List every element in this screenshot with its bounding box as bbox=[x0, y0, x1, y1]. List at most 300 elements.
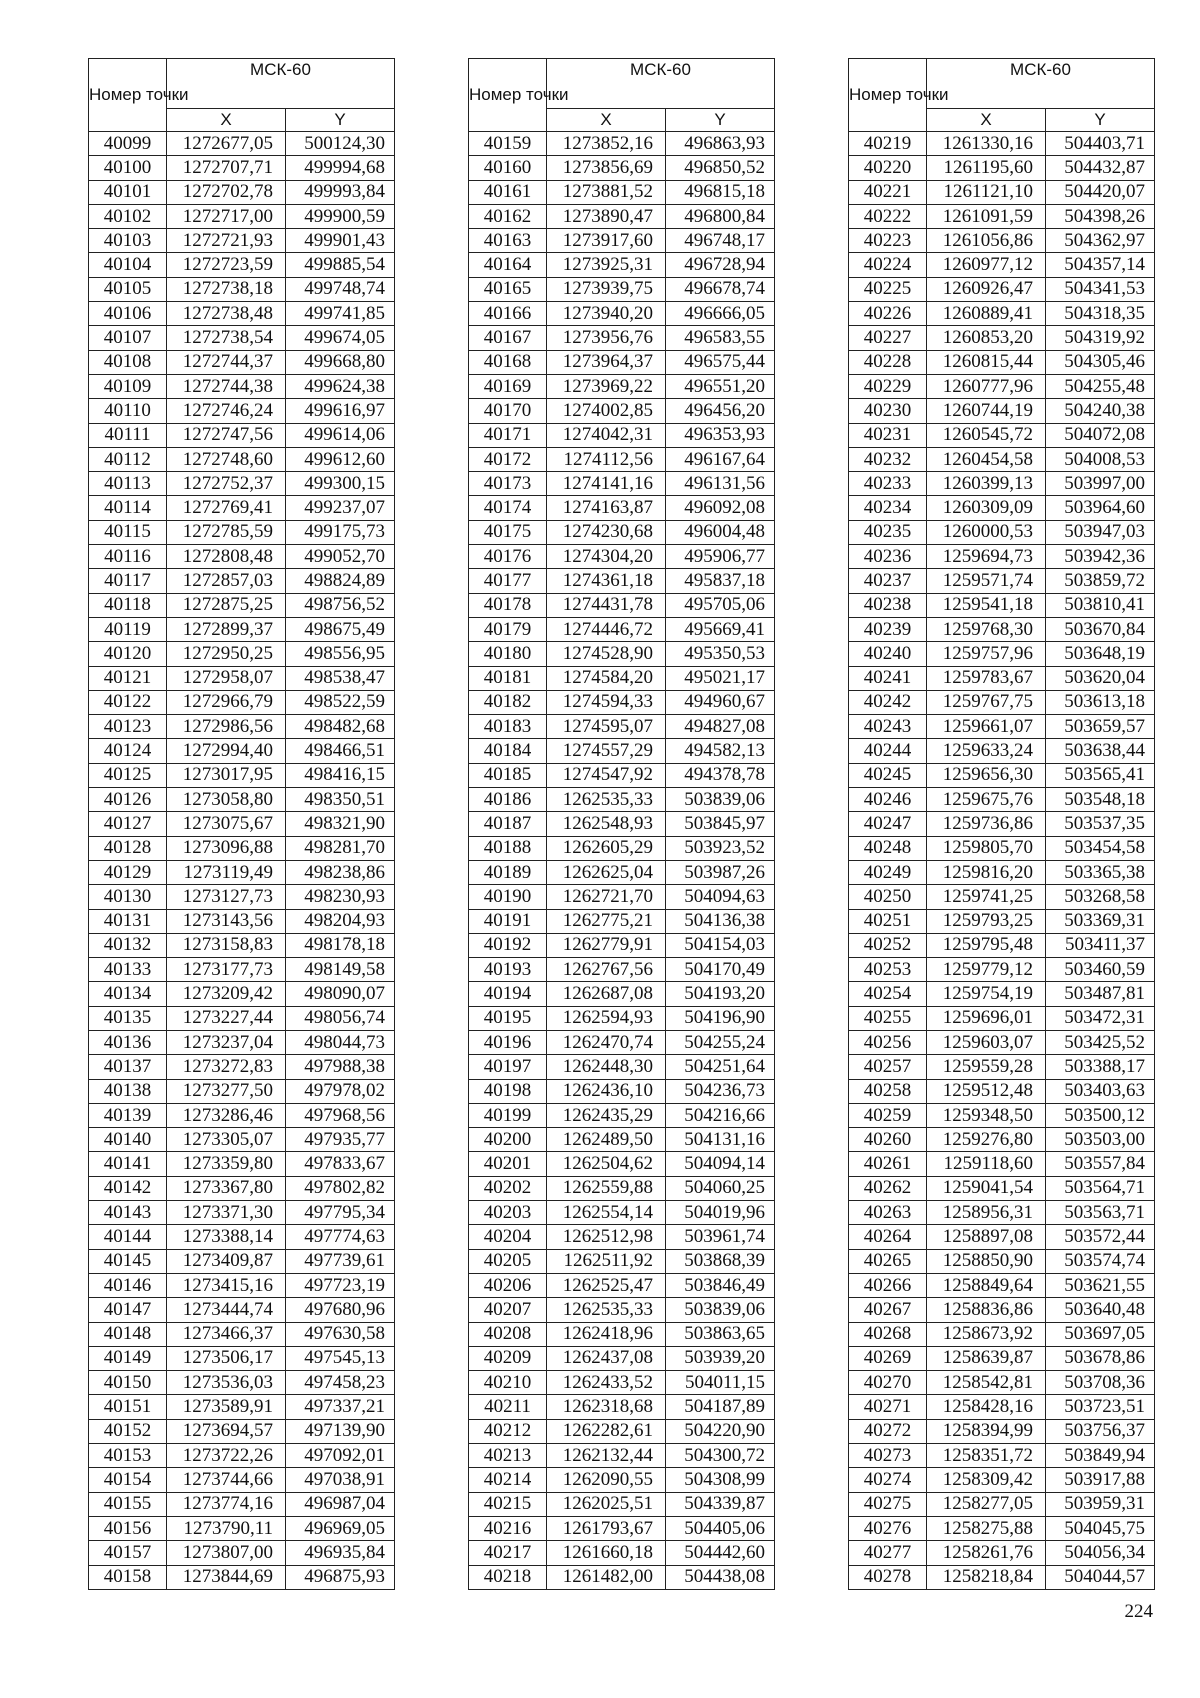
x-coordinate-cell: 1273536,03 bbox=[167, 1371, 286, 1395]
table-row bbox=[849, 933, 1155, 957]
y-coordinate-cell: 504220,90 bbox=[666, 1419, 775, 1443]
y-coordinate-cell: 504196,90 bbox=[666, 1006, 775, 1030]
point-number-cell: 40251 bbox=[849, 909, 927, 933]
y-coordinate-cell: 503613,18 bbox=[1046, 690, 1155, 714]
point-number-cell: 40161 bbox=[469, 180, 547, 204]
y-coordinate-cell: 503648,19 bbox=[1046, 642, 1155, 666]
x-coordinate-cell: 1261195,60 bbox=[927, 156, 1046, 180]
x-coordinate-cell: 1262779,91 bbox=[547, 933, 666, 957]
table-row bbox=[849, 982, 1155, 1006]
y-coordinate-cell: 503365,38 bbox=[1046, 860, 1155, 884]
x-coordinate-cell: 1273017,95 bbox=[167, 763, 286, 787]
y-coordinate-cell: 497978,02 bbox=[286, 1079, 395, 1103]
x-coordinate-cell: 1260000,53 bbox=[927, 520, 1046, 544]
table-row bbox=[89, 1006, 395, 1030]
x-coordinate-cell: 1259805,70 bbox=[927, 836, 1046, 860]
table-row bbox=[89, 1395, 395, 1419]
table-row bbox=[469, 1201, 775, 1225]
y-coordinate-cell: 504236,73 bbox=[666, 1079, 775, 1103]
table-row bbox=[849, 1516, 1155, 1540]
table-row bbox=[849, 909, 1155, 933]
table-row bbox=[89, 1419, 395, 1443]
y-coordinate-cell: 499668,80 bbox=[286, 350, 395, 374]
table-row bbox=[89, 1346, 395, 1370]
y-coordinate-cell: 496575,44 bbox=[666, 350, 775, 374]
table-row bbox=[469, 1468, 775, 1492]
x-coordinate-cell: 1261793,67 bbox=[547, 1516, 666, 1540]
point-number-cell: 40151 bbox=[89, 1395, 167, 1419]
x-coordinate-cell: 1273286,46 bbox=[167, 1103, 286, 1127]
table-row bbox=[849, 1006, 1155, 1030]
y-coordinate-cell: 503638,44 bbox=[1046, 739, 1155, 763]
y-coordinate-cell: 503574,74 bbox=[1046, 1249, 1155, 1273]
x-coordinate-cell: 1272747,56 bbox=[167, 423, 286, 447]
x-coordinate-cell: 1258542,81 bbox=[927, 1371, 1046, 1395]
point-number-cell: 40216 bbox=[469, 1516, 547, 1540]
table-row bbox=[89, 1565, 395, 1589]
x-coordinate-cell: 1262605,29 bbox=[547, 836, 666, 860]
table-row bbox=[89, 788, 395, 812]
table-row bbox=[469, 860, 775, 884]
table-row bbox=[89, 909, 395, 933]
y-coordinate-cell: 503939,20 bbox=[666, 1346, 775, 1370]
table-row bbox=[469, 569, 775, 593]
x-coordinate-cell: 1274557,29 bbox=[547, 739, 666, 763]
table-row bbox=[469, 1444, 775, 1468]
x-coordinate-cell: 1259041,54 bbox=[927, 1176, 1046, 1200]
point-number-cell: 40221 bbox=[849, 180, 927, 204]
y-coordinate-cell: 496875,93 bbox=[286, 1565, 395, 1589]
point-number-cell: 40183 bbox=[469, 715, 547, 739]
point-number-cell: 40185 bbox=[469, 763, 547, 787]
point-number-cell: 40277 bbox=[849, 1541, 927, 1565]
y-coordinate-cell: 503572,44 bbox=[1046, 1225, 1155, 1249]
y-coordinate-cell: 498416,15 bbox=[286, 763, 395, 787]
x-coordinate-cell: 1272958,07 bbox=[167, 666, 286, 690]
x-coordinate-cell: 1272899,37 bbox=[167, 617, 286, 641]
y-coordinate-cell: 504438,08 bbox=[666, 1565, 775, 1589]
y-coordinate-cell: 504442,60 bbox=[666, 1541, 775, 1565]
header-coord-system: МСК-60 bbox=[167, 59, 395, 109]
x-coordinate-cell: 1274594,33 bbox=[547, 690, 666, 714]
x-coordinate-cell: 1258277,05 bbox=[927, 1492, 1046, 1516]
y-coordinate-cell: 504398,26 bbox=[1046, 204, 1155, 228]
y-coordinate-cell: 503487,81 bbox=[1046, 982, 1155, 1006]
y-coordinate-cell: 498556,95 bbox=[286, 642, 395, 666]
point-number-cell: 40146 bbox=[89, 1273, 167, 1297]
table-row bbox=[89, 204, 395, 228]
x-coordinate-cell: 1273694,57 bbox=[167, 1419, 286, 1443]
table-row bbox=[89, 1152, 395, 1176]
x-coordinate-cell: 1261482,00 bbox=[547, 1565, 666, 1589]
point-number-cell: 40167 bbox=[469, 326, 547, 350]
x-coordinate-cell: 1272707,71 bbox=[167, 156, 286, 180]
x-coordinate-cell: 1273158,83 bbox=[167, 933, 286, 957]
y-coordinate-cell: 504255,24 bbox=[666, 1030, 775, 1054]
x-coordinate-cell: 1272723,59 bbox=[167, 253, 286, 277]
y-coordinate-cell: 498350,51 bbox=[286, 788, 395, 812]
table-row bbox=[89, 1103, 395, 1127]
table-row bbox=[849, 132, 1155, 156]
y-coordinate-cell: 497545,13 bbox=[286, 1346, 395, 1370]
point-number-cell: 40179 bbox=[469, 617, 547, 641]
y-coordinate-cell: 503537,35 bbox=[1046, 812, 1155, 836]
table-row bbox=[89, 447, 395, 471]
table-row bbox=[89, 1055, 395, 1079]
x-coordinate-cell: 1273969,22 bbox=[547, 374, 666, 398]
point-number-cell: 40188 bbox=[469, 836, 547, 860]
y-coordinate-cell: 503917,88 bbox=[1046, 1468, 1155, 1492]
y-coordinate-cell: 498824,89 bbox=[286, 569, 395, 593]
table-row bbox=[89, 1541, 395, 1565]
point-number-cell: 40168 bbox=[469, 350, 547, 374]
coordinates-table-2 bbox=[468, 58, 775, 1590]
point-number-cell: 40130 bbox=[89, 885, 167, 909]
x-coordinate-cell: 1259757,96 bbox=[927, 642, 1046, 666]
x-coordinate-cell: 1272702,78 bbox=[167, 180, 286, 204]
y-coordinate-cell: 497038,91 bbox=[286, 1468, 395, 1492]
table-row bbox=[469, 1176, 775, 1200]
table-row bbox=[469, 958, 775, 982]
x-coordinate-cell: 1259779,12 bbox=[927, 958, 1046, 982]
x-coordinate-cell: 1273227,44 bbox=[167, 1006, 286, 1030]
point-number-cell: 40266 bbox=[849, 1273, 927, 1297]
point-number-cell: 40200 bbox=[469, 1128, 547, 1152]
y-coordinate-cell: 495705,06 bbox=[666, 593, 775, 617]
table-row bbox=[849, 1395, 1155, 1419]
y-coordinate-cell: 499614,06 bbox=[286, 423, 395, 447]
x-coordinate-cell: 1259696,01 bbox=[927, 1006, 1046, 1030]
point-number-cell: 40111 bbox=[89, 423, 167, 447]
x-coordinate-cell: 1272752,37 bbox=[167, 472, 286, 496]
y-coordinate-cell: 498230,93 bbox=[286, 885, 395, 909]
table-row bbox=[469, 1346, 775, 1370]
table-row bbox=[849, 1030, 1155, 1054]
y-coordinate-cell: 504131,16 bbox=[666, 1128, 775, 1152]
x-coordinate-cell: 1273881,52 bbox=[547, 180, 666, 204]
table-row bbox=[849, 204, 1155, 228]
point-number-cell: 40101 bbox=[89, 180, 167, 204]
point-number-cell: 40250 bbox=[849, 885, 927, 909]
table-row bbox=[849, 690, 1155, 714]
y-coordinate-cell: 496583,55 bbox=[666, 326, 775, 350]
y-coordinate-cell: 498756,52 bbox=[286, 593, 395, 617]
table-row bbox=[89, 690, 395, 714]
table-row bbox=[89, 1516, 395, 1540]
y-coordinate-cell: 497833,67 bbox=[286, 1152, 395, 1176]
point-number-cell: 40265 bbox=[849, 1249, 927, 1273]
point-number-cell: 40212 bbox=[469, 1419, 547, 1443]
point-number-cell: 40191 bbox=[469, 909, 547, 933]
point-number-cell: 40125 bbox=[89, 763, 167, 787]
table-row bbox=[469, 763, 775, 787]
y-coordinate-cell: 504420,07 bbox=[1046, 180, 1155, 204]
point-number-cell: 40180 bbox=[469, 642, 547, 666]
y-coordinate-cell: 495906,77 bbox=[666, 545, 775, 569]
table-row bbox=[469, 1273, 775, 1297]
y-coordinate-cell: 499624,38 bbox=[286, 374, 395, 398]
y-coordinate-cell: 504319,92 bbox=[1046, 326, 1155, 350]
point-number-cell: 40255 bbox=[849, 1006, 927, 1030]
point-number-cell: 40258 bbox=[849, 1079, 927, 1103]
x-coordinate-cell: 1258956,31 bbox=[927, 1201, 1046, 1225]
x-coordinate-cell: 1260926,47 bbox=[927, 277, 1046, 301]
y-coordinate-cell: 504154,03 bbox=[666, 933, 775, 957]
table-row bbox=[469, 1249, 775, 1273]
y-coordinate-cell: 495837,18 bbox=[666, 569, 775, 593]
point-number-cell: 40207 bbox=[469, 1298, 547, 1322]
x-coordinate-cell: 1273744,66 bbox=[167, 1468, 286, 1492]
page-number: 224 bbox=[1124, 1601, 1153, 1622]
table-row bbox=[849, 860, 1155, 884]
point-number-cell: 40213 bbox=[469, 1444, 547, 1468]
x-coordinate-cell: 1259816,20 bbox=[927, 860, 1046, 884]
x-coordinate-cell: 1260454,58 bbox=[927, 447, 1046, 471]
point-number-cell: 40236 bbox=[849, 545, 927, 569]
point-number-cell: 40106 bbox=[89, 302, 167, 326]
x-coordinate-cell: 1274446,72 bbox=[547, 617, 666, 641]
x-coordinate-cell: 1259541,18 bbox=[927, 593, 1046, 617]
y-coordinate-cell: 494582,13 bbox=[666, 739, 775, 763]
y-coordinate-cell: 496004,48 bbox=[666, 520, 775, 544]
point-number-cell: 40272 bbox=[849, 1419, 927, 1443]
point-number-cell: 40122 bbox=[89, 690, 167, 714]
x-coordinate-cell: 1272986,56 bbox=[167, 715, 286, 739]
table-row bbox=[89, 253, 395, 277]
x-coordinate-cell: 1272857,03 bbox=[167, 569, 286, 593]
table-row bbox=[469, 1541, 775, 1565]
point-number-cell: 40275 bbox=[849, 1492, 927, 1516]
point-number-cell: 40138 bbox=[89, 1079, 167, 1103]
table-row bbox=[89, 860, 395, 884]
x-coordinate-cell: 1259656,30 bbox=[927, 763, 1046, 787]
x-coordinate-cell: 1262504,62 bbox=[547, 1152, 666, 1176]
x-coordinate-cell: 1272738,48 bbox=[167, 302, 286, 326]
y-coordinate-cell: 495350,53 bbox=[666, 642, 775, 666]
point-number-cell: 40214 bbox=[469, 1468, 547, 1492]
x-coordinate-cell: 1273359,80 bbox=[167, 1152, 286, 1176]
x-coordinate-cell: 1260545,72 bbox=[927, 423, 1046, 447]
point-number-cell: 40193 bbox=[469, 958, 547, 982]
y-coordinate-cell: 503557,84 bbox=[1046, 1152, 1155, 1176]
y-coordinate-cell: 496748,17 bbox=[666, 229, 775, 253]
table-row bbox=[89, 958, 395, 982]
y-coordinate-cell: 504045,75 bbox=[1046, 1516, 1155, 1540]
x-coordinate-cell: 1273956,76 bbox=[547, 326, 666, 350]
point-number-cell: 40118 bbox=[89, 593, 167, 617]
x-coordinate-cell: 1258218,84 bbox=[927, 1565, 1046, 1589]
table-row bbox=[469, 520, 775, 544]
y-coordinate-cell: 504432,87 bbox=[1046, 156, 1155, 180]
y-coordinate-cell: 497968,56 bbox=[286, 1103, 395, 1127]
point-number-cell: 40205 bbox=[469, 1249, 547, 1273]
x-coordinate-cell: 1273852,16 bbox=[547, 132, 666, 156]
table-row bbox=[849, 885, 1155, 909]
point-number-cell: 40225 bbox=[849, 277, 927, 301]
point-number-cell: 40274 bbox=[849, 1468, 927, 1492]
point-number-cell: 40158 bbox=[89, 1565, 167, 1589]
table-row bbox=[469, 982, 775, 1006]
y-coordinate-cell: 503961,74 bbox=[666, 1225, 775, 1249]
x-coordinate-cell: 1273964,37 bbox=[547, 350, 666, 374]
header-point-number: Номер точки bbox=[849, 59, 927, 132]
x-coordinate-cell: 1262318,68 bbox=[547, 1395, 666, 1419]
y-coordinate-cell: 504193,20 bbox=[666, 982, 775, 1006]
table-row bbox=[89, 1444, 395, 1468]
x-coordinate-cell: 1259675,76 bbox=[927, 788, 1046, 812]
point-number-cell: 40197 bbox=[469, 1055, 547, 1079]
point-number-cell: 40139 bbox=[89, 1103, 167, 1127]
point-number-cell: 40153 bbox=[89, 1444, 167, 1468]
table-row bbox=[849, 229, 1155, 253]
point-number-cell: 40166 bbox=[469, 302, 547, 326]
y-coordinate-cell: 498238,86 bbox=[286, 860, 395, 884]
point-number-cell: 40149 bbox=[89, 1346, 167, 1370]
x-coordinate-cell: 1272769,41 bbox=[167, 496, 286, 520]
x-coordinate-cell: 1274547,92 bbox=[547, 763, 666, 787]
point-number-cell: 40259 bbox=[849, 1103, 927, 1127]
table-row bbox=[469, 1103, 775, 1127]
x-coordinate-cell: 1262489,50 bbox=[547, 1128, 666, 1152]
table-row bbox=[469, 545, 775, 569]
table-row bbox=[89, 1322, 395, 1346]
y-coordinate-cell: 499612,60 bbox=[286, 447, 395, 471]
point-number-cell: 40127 bbox=[89, 812, 167, 836]
x-coordinate-cell: 1262433,52 bbox=[547, 1371, 666, 1395]
y-coordinate-cell: 498482,68 bbox=[286, 715, 395, 739]
y-coordinate-cell: 503621,55 bbox=[1046, 1273, 1155, 1297]
x-coordinate-cell: 1260399,13 bbox=[927, 472, 1046, 496]
table-row bbox=[849, 1444, 1155, 1468]
x-coordinate-cell: 1259768,30 bbox=[927, 617, 1046, 641]
point-number-cell: 40276 bbox=[849, 1516, 927, 1540]
point-number-cell: 40136 bbox=[89, 1030, 167, 1054]
point-number-cell: 40112 bbox=[89, 447, 167, 471]
y-coordinate-cell: 504339,87 bbox=[666, 1492, 775, 1516]
x-coordinate-cell: 1261121,10 bbox=[927, 180, 1046, 204]
table-row bbox=[469, 1492, 775, 1516]
point-number-cell: 40177 bbox=[469, 569, 547, 593]
coordinates-table-1 bbox=[88, 58, 395, 1590]
point-number-cell: 40257 bbox=[849, 1055, 927, 1079]
x-coordinate-cell: 1272994,40 bbox=[167, 739, 286, 763]
x-coordinate-cell: 1273444,74 bbox=[167, 1298, 286, 1322]
table-row bbox=[469, 909, 775, 933]
y-coordinate-cell: 504251,64 bbox=[666, 1055, 775, 1079]
header-y: Y bbox=[286, 109, 395, 132]
x-coordinate-cell: 1274584,20 bbox=[547, 666, 666, 690]
table-row bbox=[469, 1419, 775, 1443]
table-row bbox=[89, 156, 395, 180]
x-coordinate-cell: 1262687,08 bbox=[547, 982, 666, 1006]
table-row bbox=[849, 1249, 1155, 1273]
x-coordinate-cell: 1258639,87 bbox=[927, 1346, 1046, 1370]
point-number-cell: 40133 bbox=[89, 958, 167, 982]
point-number-cell: 40190 bbox=[469, 885, 547, 909]
table-row bbox=[849, 715, 1155, 739]
y-coordinate-cell: 494827,08 bbox=[666, 715, 775, 739]
y-coordinate-cell: 503846,49 bbox=[666, 1273, 775, 1297]
table-row bbox=[469, 1565, 775, 1589]
table-row bbox=[469, 423, 775, 447]
x-coordinate-cell: 1272677,05 bbox=[167, 132, 286, 156]
point-number-cell: 40126 bbox=[89, 788, 167, 812]
point-number-cell: 40232 bbox=[849, 447, 927, 471]
x-coordinate-cell: 1272746,24 bbox=[167, 399, 286, 423]
point-number-cell: 40157 bbox=[89, 1541, 167, 1565]
y-coordinate-cell: 499300,15 bbox=[286, 472, 395, 496]
point-number-cell: 40104 bbox=[89, 253, 167, 277]
y-coordinate-cell: 499052,70 bbox=[286, 545, 395, 569]
x-coordinate-cell: 1273058,80 bbox=[167, 788, 286, 812]
y-coordinate-cell: 504060,25 bbox=[666, 1176, 775, 1200]
point-number-cell: 40182 bbox=[469, 690, 547, 714]
point-number-cell: 40201 bbox=[469, 1152, 547, 1176]
x-coordinate-cell: 1273096,88 bbox=[167, 836, 286, 860]
x-coordinate-cell: 1274431,78 bbox=[547, 593, 666, 617]
table-row bbox=[849, 1371, 1155, 1395]
table-row bbox=[89, 1249, 395, 1273]
table-row bbox=[849, 399, 1155, 423]
x-coordinate-cell: 1260309,09 bbox=[927, 496, 1046, 520]
table-row bbox=[849, 617, 1155, 641]
x-coordinate-cell: 1272717,00 bbox=[167, 204, 286, 228]
x-coordinate-cell: 1273127,73 bbox=[167, 885, 286, 909]
point-number-cell: 40178 bbox=[469, 593, 547, 617]
x-coordinate-cell: 1273722,26 bbox=[167, 1444, 286, 1468]
y-coordinate-cell: 499748,74 bbox=[286, 277, 395, 301]
point-number-cell: 40135 bbox=[89, 1006, 167, 1030]
y-coordinate-cell: 497630,58 bbox=[286, 1322, 395, 1346]
y-coordinate-cell: 499885,54 bbox=[286, 253, 395, 277]
table-row bbox=[849, 1176, 1155, 1200]
table-row bbox=[469, 204, 775, 228]
header-x: X bbox=[547, 109, 666, 132]
y-coordinate-cell: 496666,05 bbox=[666, 302, 775, 326]
point-number-cell: 40244 bbox=[849, 739, 927, 763]
point-number-cell: 40254 bbox=[849, 982, 927, 1006]
point-number-cell: 40184 bbox=[469, 739, 547, 763]
x-coordinate-cell: 1262559,88 bbox=[547, 1176, 666, 1200]
y-coordinate-cell: 496167,64 bbox=[666, 447, 775, 471]
y-coordinate-cell: 496551,20 bbox=[666, 374, 775, 398]
header-y: Y bbox=[1046, 109, 1155, 132]
x-coordinate-cell: 1262090,55 bbox=[547, 1468, 666, 1492]
header-x: X bbox=[927, 109, 1046, 132]
x-coordinate-cell: 1260889,41 bbox=[927, 302, 1046, 326]
x-coordinate-cell: 1273415,16 bbox=[167, 1273, 286, 1297]
point-number-cell: 40170 bbox=[469, 399, 547, 423]
x-coordinate-cell: 1258261,76 bbox=[927, 1541, 1046, 1565]
x-coordinate-cell: 1258673,92 bbox=[927, 1322, 1046, 1346]
point-number-cell: 40195 bbox=[469, 1006, 547, 1030]
table-row bbox=[89, 593, 395, 617]
table-row bbox=[849, 156, 1155, 180]
table-row bbox=[849, 812, 1155, 836]
table-row bbox=[469, 690, 775, 714]
y-coordinate-cell: 496456,20 bbox=[666, 399, 775, 423]
x-coordinate-cell: 1259348,50 bbox=[927, 1103, 1046, 1127]
table-row bbox=[469, 496, 775, 520]
table-row bbox=[89, 812, 395, 836]
point-number-cell: 40186 bbox=[469, 788, 547, 812]
y-coordinate-cell: 495669,41 bbox=[666, 617, 775, 641]
table-row bbox=[849, 350, 1155, 374]
point-number-cell: 40131 bbox=[89, 909, 167, 933]
table-row bbox=[849, 374, 1155, 398]
table-row bbox=[469, 1128, 775, 1152]
table-row bbox=[849, 593, 1155, 617]
